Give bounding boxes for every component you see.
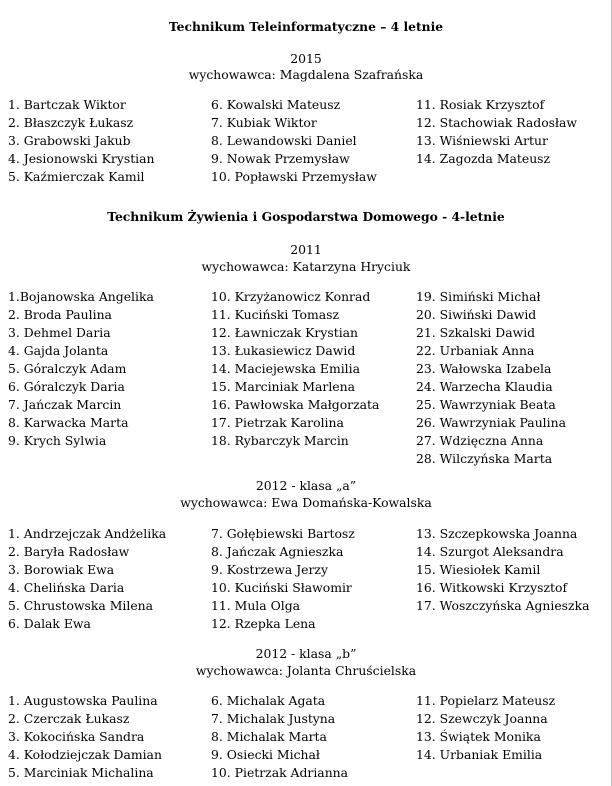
class-teacher: wychowawca: Katarzyna Hryciuk bbox=[201, 259, 411, 274]
student-entry: 7. Kubiak Wiktor bbox=[211, 115, 317, 130]
student-list-column bbox=[416, 525, 589, 615]
student-entry: 19. Simiński Michał bbox=[416, 289, 541, 304]
student-entry: 14. Urbaniak Emilia bbox=[416, 747, 543, 762]
student-entry: 25. Wawrzyniak Beata bbox=[416, 397, 556, 412]
student-entry: 8. Lewandowski Daniel bbox=[211, 133, 357, 148]
student-entry: 5. Chrustowska Milena bbox=[8, 598, 154, 613]
student-entry: 1.Bojanowska Angelika bbox=[8, 289, 154, 304]
student-entry: 13. Wiśniewski Artur bbox=[416, 133, 548, 148]
student-entry: 5. Kaźmierczak Kamil bbox=[8, 169, 145, 184]
student-entry: 1. Andrzejczak Andżelika bbox=[8, 526, 167, 541]
student-entry: 8. Michalak Marta bbox=[211, 729, 327, 744]
student-entry: 4. Jesionowski Krystian bbox=[8, 151, 155, 166]
student-entry: 3. Grabowski Jakub bbox=[8, 133, 131, 148]
student-entry: 15. Wiesiołek Kamil bbox=[416, 562, 541, 577]
student-entry: 11. Rosiak Krzysztof bbox=[416, 97, 545, 112]
student-entry: 14. Szurgot Aleksandra bbox=[416, 544, 564, 559]
section-heading-teleinformatyczne: Technikum Teleinformatyczne – 4 letnie bbox=[168, 19, 444, 34]
student-entry: 10. Kuciński Sławomir bbox=[211, 580, 352, 595]
student-entry: 9. Osiecki Michał bbox=[211, 747, 320, 762]
student-entry: 2. Czerczak Łukasz bbox=[8, 711, 130, 726]
student-entry: 9. Kostrzewa Jerzy bbox=[211, 562, 328, 577]
student-entry: 11. Popielarz Mateusz bbox=[416, 693, 556, 708]
class-teacher: wychowawca: Magdalena Szafrańska bbox=[188, 67, 424, 82]
student-list-column bbox=[211, 288, 379, 450]
student-entry: 3. Kokocińska Sandra bbox=[8, 729, 145, 744]
student-entry: 7. Gołębiewski Bartosz bbox=[211, 526, 355, 541]
student-entry: 11. Mula Olga bbox=[211, 598, 301, 613]
student-entry: 16. Witkowski Krzysztof bbox=[416, 580, 568, 595]
student-list-column bbox=[211, 96, 377, 186]
student-entry: 6. Kowalski Mateusz bbox=[211, 97, 341, 112]
student-list-column bbox=[416, 692, 555, 764]
student-entry: 10. Popławski Przemysław bbox=[211, 169, 377, 184]
student-list-column bbox=[8, 96, 155, 186]
class-year: 2011 bbox=[290, 242, 322, 257]
student-entry: 14. Zagozda Mateusz bbox=[416, 151, 551, 166]
student-entry: 21. Szkalski Dawid bbox=[416, 325, 536, 340]
student-entry: 24. Warzecha Klaudia bbox=[416, 379, 553, 394]
student-entry: 10. Pietrzak Adrianna bbox=[211, 765, 349, 780]
student-entry: 14. Maciejewska Emilia bbox=[211, 361, 360, 376]
class-year: 2012 - klasa „b” bbox=[255, 646, 357, 661]
student-entry: 5. Góralczyk Adam bbox=[8, 361, 127, 376]
class-teacher: wychowawca: Ewa Domańska-Kowalska bbox=[180, 495, 432, 510]
student-entry: 12. Szewczyk Joanna bbox=[416, 711, 548, 726]
student-entry: 2. Baryła Radosław bbox=[8, 544, 130, 559]
student-entry: 3. Dehmel Daria bbox=[8, 325, 111, 340]
student-entry: 9. Nowak Przemysław bbox=[211, 151, 350, 166]
student-entry: 11. Kuciński Tomasz bbox=[211, 307, 340, 322]
student-entry: 22. Urbaniak Anna bbox=[416, 343, 535, 358]
student-entry: 3. Borowiak Ewa bbox=[8, 562, 115, 577]
student-entry: 5. Marciniak Michalina bbox=[8, 765, 154, 780]
student-entry: 6. Dalak Ewa bbox=[8, 616, 91, 631]
student-entry: 16. Pawłowska Małgorzata bbox=[211, 397, 380, 412]
student-entry: 1. Bartczak Wiktor bbox=[8, 97, 126, 112]
student-entry: 12. Stachowiak Radosław bbox=[416, 115, 578, 130]
student-entry: 13. Łukasiewicz Dawid bbox=[211, 343, 356, 358]
class-teacher: wychowawca: Jolanta Chruścielska bbox=[195, 663, 417, 678]
student-list-column bbox=[416, 288, 566, 468]
student-entry: 17. Woszczyńska Agnieszka bbox=[416, 598, 590, 613]
class-year: 2012 - klasa „a” bbox=[255, 478, 357, 493]
student-list-column bbox=[416, 96, 577, 168]
student-entry: 8. Karwacka Marta bbox=[8, 415, 129, 430]
student-entry: 20. Siwiński Dawid bbox=[416, 307, 537, 322]
student-entry: 10. Krzyżanowicz Konrad bbox=[211, 289, 371, 304]
student-entry: 6. Góralczyk Daria bbox=[8, 379, 125, 394]
student-entry: 18. Rybarczyk Marcin bbox=[211, 433, 349, 448]
student-list-column bbox=[8, 525, 166, 633]
section-heading-zywienia: Technikum Żywienia i Gospodarstwa Domowego - 4-letnie bbox=[107, 209, 505, 224]
student-entry: 4. Kołodziejczak Damian bbox=[8, 747, 162, 762]
student-entry: 7. Michalak Justyna bbox=[211, 711, 336, 726]
student-entry: 28. Wilczyńska Marta bbox=[416, 451, 553, 466]
student-list-column bbox=[8, 692, 162, 782]
student-list-column bbox=[211, 692, 348, 782]
student-entry: 4. Gajda Jolanta bbox=[8, 343, 109, 358]
student-list-column bbox=[211, 525, 355, 633]
student-entry: 9. Krych Sylwia bbox=[8, 433, 107, 448]
student-list-column bbox=[8, 288, 154, 450]
student-entry: 7. Jańczak Marcin bbox=[8, 397, 122, 412]
student-entry: 12. Rzepka Lena bbox=[211, 616, 316, 631]
class-year: 2015 bbox=[290, 51, 322, 66]
student-entry: 27. Wdzięczna Anna bbox=[416, 433, 544, 448]
student-entry: 15. Marciniak Marlena bbox=[211, 379, 355, 394]
student-entry: 13. Świątek Monika bbox=[416, 729, 541, 744]
student-entry: 13. Szczepkowska Joanna bbox=[416, 526, 578, 541]
student-entry: 2. Błaszczyk Łukasz bbox=[8, 115, 134, 130]
student-entry: 1. Augustowska Paulina bbox=[8, 693, 158, 708]
student-entry: 26. Wawrzyniak Paulina bbox=[416, 415, 566, 430]
student-entry: 6. Michalak Agata bbox=[211, 693, 326, 708]
student-entry: 23. Wałowska Izabela bbox=[416, 361, 552, 376]
student-entry: 2. Broda Paulina bbox=[8, 307, 112, 322]
student-entry: 12. Ławniczak Krystian bbox=[211, 325, 359, 340]
student-entry: 4. Chelińska Daria bbox=[8, 580, 125, 595]
student-entry: 8. Jańczak Agnieszka bbox=[211, 544, 344, 559]
student-entry: 17. Pietrzak Karolina bbox=[211, 415, 344, 430]
